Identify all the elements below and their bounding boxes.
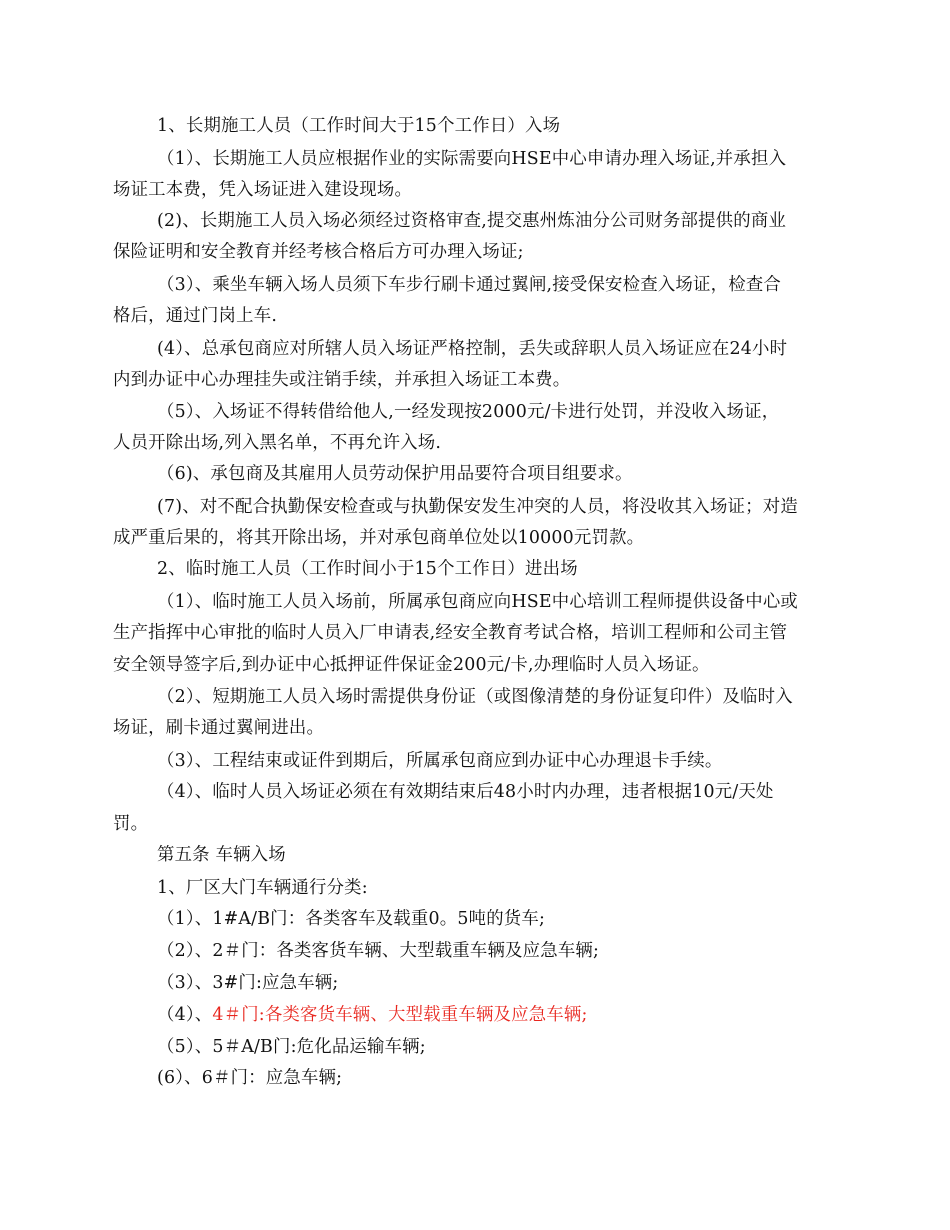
section-heading-long-term: 1、长期施工人员（工作时间大于15个工作日）入场 [157, 116, 561, 136]
paragraph-line: (7)、对不配合执勤保安检查或与执勤保安发生冲突的人员，将没收其入场证；对造 [157, 497, 798, 517]
gate-item-5: （5）、5＃A/B门:危化品运输车辆; [157, 1037, 426, 1057]
paragraph-line: 1、厂区大门车辆通行分类: [157, 878, 368, 898]
paragraph-line: （1）、临时施工人员入场前，所属承包商应向HSE中心培训工程师提供设备中心或 [157, 592, 799, 612]
paragraph-line: 场证工本费，凭入场证进入建设现场。 [113, 180, 413, 200]
paragraph-line: （6)、承包商及其雇用人员劳动保护用品要符合项目组要求。 [157, 464, 633, 484]
paragraph-line: （5）、入场证不得转借给他人,一经发现按2000元/卡进行处罚，并没收入场证， [157, 402, 780, 422]
article-heading-vehicle-entry: 第五条 车辆入场 [157, 845, 286, 865]
paragraph-line: (4）、总承包商应对所辖人员入场证严格控制，丢失或辞职人员入场证应在24小时 [157, 339, 788, 359]
paragraph-line: 安全领导签字后,到办证中心抵押证件保证金200元/卡,办理临时人员入场证。 [113, 655, 710, 675]
paragraph-line: 罚。 [113, 814, 149, 834]
gate-item-3: （3）、3#门:应急车辆; [157, 973, 339, 993]
gate-item-2: （2）、2＃门：各类客货车辆、大型载重车辆及应急车辆; [157, 941, 600, 961]
paragraph-line: （3）、工程结束或证件到期后，所属承包商应到办证中心办理退卡手续。 [157, 751, 723, 771]
paragraph-line: 成严重后果的，将其开除出场，并对承包商单位处以10000元罚款。 [113, 528, 645, 548]
paragraph-line: 格后，通过门岗上车. [113, 306, 278, 326]
paragraph-line: 保险证明和安全教育并经考核合格后方可办理入场证; [113, 242, 524, 262]
gate-item-1: （1）、1#A/B门：各类客车及载重0。5吨的货车; [157, 909, 546, 929]
gate-item-4-prefix: （4）、 [157, 1005, 213, 1025]
paragraph-line: 场证，刷卡通过翼闸进出。 [113, 718, 325, 738]
paragraph-line: （1）、长期施工人员应根据作业的实际需要向HSE中心申请办理入场证,并承担入 [157, 149, 787, 169]
paragraph-line: （4）、临时人员入场证必须在有效期结束后48小时内办理，违者根据10元/天处 [157, 782, 774, 802]
paragraph-line: (2)、长期施工人员入场必须经过资格审查,提交惠州炼油分公司财务部提供的商业 [157, 211, 787, 231]
section-heading-temporary: 2、临时施工人员（工作时间小于15个工作日）进出场 [157, 559, 578, 579]
gate-item-4-highlighted-text: 4＃门:各类客货车辆、大型载重车辆及应急车辆; [212, 1005, 588, 1025]
gate-item-4 [157, 1003, 588, 1027]
gate-item-6: (6）、6＃门：应急车辆; [157, 1068, 343, 1088]
paragraph-line: 人员开除出场,列入黑名单，不再允许入场. [113, 433, 442, 453]
paragraph-line: （2）、短期施工人员入场时需提供身份证（或图像清楚的身份证复印件）及临时入 [157, 687, 793, 707]
paragraph-line: 生产指挥中心审批的临时人员入厂申请表,经安全教育考试合格，培训工程师和公司主管 [113, 623, 788, 643]
paragraph-line: （3）、乘坐车辆入场人员须下车步行刷卡通过翼闸,接受保安检查入场证，检查合 [157, 275, 781, 295]
paragraph-line: 内到办证中心办理挂失或注销手续，并承担入场证工本费。 [113, 370, 571, 390]
